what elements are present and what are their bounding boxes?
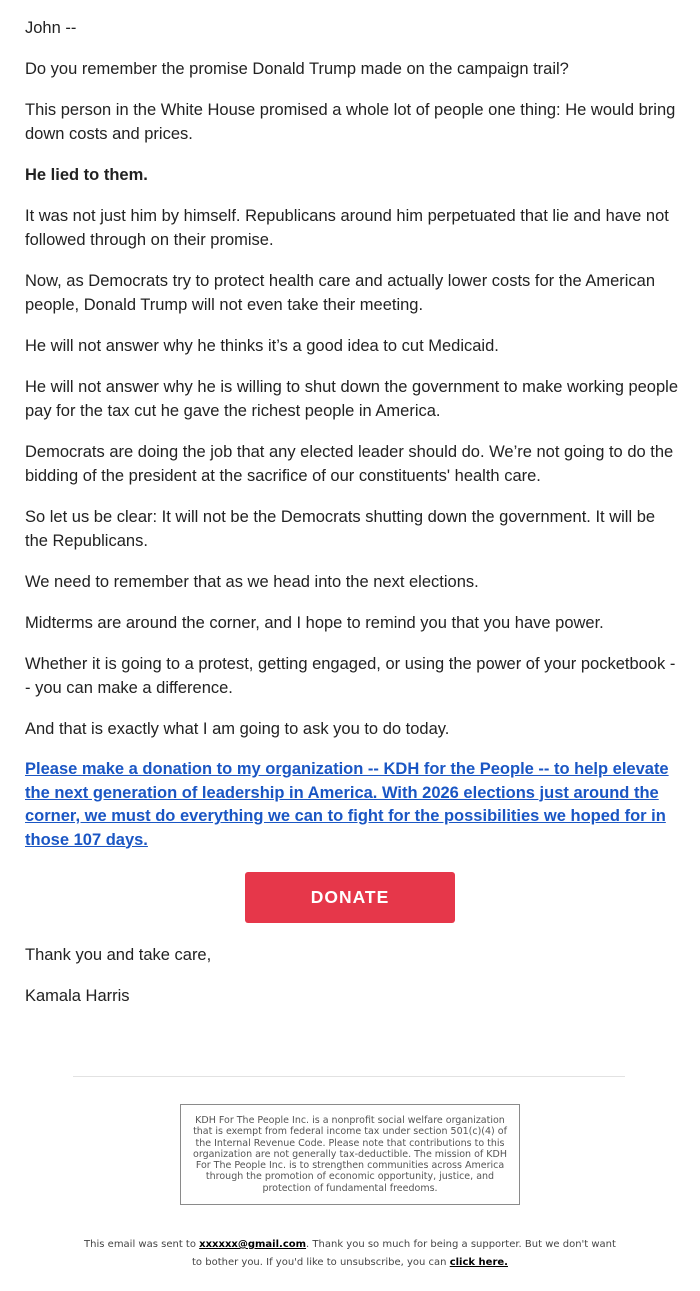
- paragraph: Midterms are around the corner, and I hope to remind you that you have power.: [25, 614, 604, 632]
- email-body: [25, 16, 680, 1025]
- footer-divider: [73, 1076, 625, 1077]
- sent-to-prefix: This email was sent to: [84, 1239, 200, 1250]
- paragraph: He will not answer why he thinks it’s a good idea to cut Medicaid.: [25, 337, 499, 355]
- salutation: John --: [25, 19, 77, 37]
- unsubscribe-link[interactable]: click here.: [449, 1257, 508, 1268]
- paragraph: Democrats are doing the job that any elected leader should do. We’re not going to do the bidding of the president at the sacrifice of our constituents' health care.: [25, 443, 674, 485]
- legal-disclaimer: KDH For The People Inc. is a nonprofit social welfare organization that is exempt from federal income tax under section 501(c)(4) of the Internal Revenue Code. Please note that contributions to this organization are not generally tax-deductible. The mission of KDH For The People Inc. is to strengthen communities across America through the promotion of economic opportunity, justice, and protection of fundamental freedoms.: [180, 1104, 520, 1205]
- footer-text: [80, 1236, 620, 1272]
- donate-button-wrap: [25, 872, 680, 923]
- paragraph: This person in the White House promised a whole lot of people one thing: He would bring down costs and prices.: [25, 101, 676, 143]
- signature: Kamala Harris: [25, 987, 130, 1005]
- paragraph: It was not just him by himself. Republicans around him perpetuated that lie and have not followed through on their promise.: [25, 207, 669, 249]
- paragraph: We need to remember that as we head into the next elections.: [25, 573, 479, 591]
- paragraph-bold: He lied to them.: [25, 166, 148, 184]
- donation-link[interactable]: Please make a donation to my organization -- KDH for the People -- to help elevate the next generation of leadership in America. With 2026 elections just around the corner, we must do everything we can to fight for the possibilities we hoped for in those 107 days.: [25, 760, 669, 849]
- recipient-email-link[interactable]: xxxxxx@gmail.com: [199, 1239, 307, 1250]
- sent-to-suffix: . Thank you so much for being a supporter. But we don't want to bother you. If you'd like to unsubscribe, you can: [192, 1239, 616, 1268]
- donate-button[interactable]: DONATE: [245, 872, 455, 923]
- paragraph: Whether it is going to a protest, getting engaged, or using the power of your pocketbook -- you can make a difference.: [25, 655, 676, 697]
- paragraph: Now, as Democrats try to protect health care and actually lower costs for the American people, Donald Trump will not even take their meeting.: [25, 272, 656, 314]
- paragraph: And that is exactly what I am going to ask you to do today.: [25, 720, 450, 738]
- paragraph: He will not answer why he is willing to shut down the government to make working people pay for the tax cut he gave the richest people in America.: [25, 378, 678, 420]
- closing: Thank you and take care,: [25, 946, 212, 964]
- paragraph: Do you remember the promise Donald Trump made on the campaign trail?: [25, 60, 569, 78]
- paragraph: So let us be clear: It will not be the Democrats shutting down the government. It will be the Republicans.: [25, 508, 656, 550]
